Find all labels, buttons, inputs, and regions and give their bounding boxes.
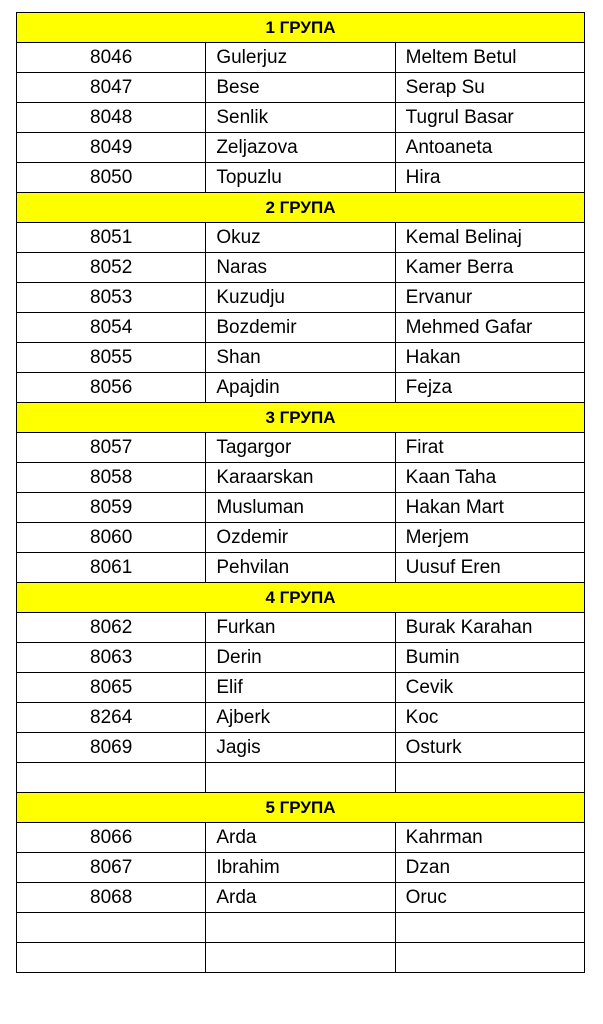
group-header-row xyxy=(17,193,585,223)
table-row xyxy=(17,883,585,913)
surname-cell: Arda xyxy=(206,823,395,853)
table-row xyxy=(17,523,585,553)
student-id-cell: 8054 xyxy=(17,313,206,343)
table-row xyxy=(17,553,585,583)
given-name-cell: Firat xyxy=(395,433,584,463)
given-name-cell: Hakan xyxy=(395,343,584,373)
student-id-cell: 8062 xyxy=(17,613,206,643)
student-id-cell: 8052 xyxy=(17,253,206,283)
group-header-row xyxy=(17,583,585,613)
group-roster-sheet xyxy=(16,12,585,973)
given-name-cell: Koc xyxy=(395,703,584,733)
given-name-cell: Meltem Betul xyxy=(395,43,584,73)
group-title: 1 ГРУПА xyxy=(17,13,585,43)
table-row xyxy=(17,433,585,463)
student-id-cell: 8049 xyxy=(17,133,206,163)
table-row xyxy=(17,103,585,133)
group-header-row xyxy=(17,793,585,823)
table-row xyxy=(17,853,585,883)
given-name-cell: Hakan Mart xyxy=(395,493,584,523)
given-name-cell: Kaan Taha xyxy=(395,463,584,493)
table-row xyxy=(17,823,585,853)
given-name-cell: Cevik xyxy=(395,673,584,703)
table-row xyxy=(17,343,585,373)
surname-cell: Tagargor xyxy=(206,433,395,463)
table-row xyxy=(17,463,585,493)
table-row xyxy=(17,73,585,103)
table-row xyxy=(17,223,585,253)
group-header-row xyxy=(17,403,585,433)
empty-cell xyxy=(17,943,206,973)
table-row xyxy=(17,733,585,763)
given-name-cell: Ervanur xyxy=(395,283,584,313)
given-name-cell: Kamer Berra xyxy=(395,253,584,283)
table-row xyxy=(17,493,585,523)
table-row xyxy=(17,613,585,643)
empty-row xyxy=(17,943,585,973)
surname-cell: Derin xyxy=(206,643,395,673)
surname-cell: Naras xyxy=(206,253,395,283)
group-title: 4 ГРУПА xyxy=(17,583,585,613)
table-row xyxy=(17,313,585,343)
empty-cell xyxy=(17,913,206,943)
surname-cell: Bozdemir xyxy=(206,313,395,343)
table-row xyxy=(17,373,585,403)
student-id-cell: 8264 xyxy=(17,703,206,733)
group-header-row xyxy=(17,13,585,43)
group-roster-table xyxy=(16,12,585,973)
student-id-cell: 8051 xyxy=(17,223,206,253)
given-name-cell: Osturk xyxy=(395,733,584,763)
empty-cell xyxy=(206,943,395,973)
student-id-cell: 8047 xyxy=(17,73,206,103)
roster-body xyxy=(17,13,585,973)
group-title: 3 ГРУПА xyxy=(17,403,585,433)
table-row xyxy=(17,673,585,703)
table-row xyxy=(17,253,585,283)
surname-cell: Topuzlu xyxy=(206,163,395,193)
given-name-cell: Fejza xyxy=(395,373,584,403)
group-title: 5 ГРУПА xyxy=(17,793,585,823)
student-id-cell: 8068 xyxy=(17,883,206,913)
given-name-cell: Tugrul Basar xyxy=(395,103,584,133)
given-name-cell: Dzan xyxy=(395,853,584,883)
table-row xyxy=(17,643,585,673)
surname-cell: Zeljazova xyxy=(206,133,395,163)
surname-cell: Apajdin xyxy=(206,373,395,403)
surname-cell: Ajberk xyxy=(206,703,395,733)
given-name-cell: Serap Su xyxy=(395,73,584,103)
surname-cell: Jagis xyxy=(206,733,395,763)
surname-cell: Kuzudju xyxy=(206,283,395,313)
surname-cell: Karaarskan xyxy=(206,463,395,493)
student-id-cell: 8053 xyxy=(17,283,206,313)
student-id-cell: 8046 xyxy=(17,43,206,73)
surname-cell: Elif xyxy=(206,673,395,703)
empty-row xyxy=(17,763,585,793)
given-name-cell: Kahrman xyxy=(395,823,584,853)
student-id-cell: 8067 xyxy=(17,853,206,883)
surname-cell: Arda xyxy=(206,883,395,913)
empty-cell xyxy=(395,943,584,973)
empty-cell xyxy=(206,763,395,793)
surname-cell: Gulerjuz xyxy=(206,43,395,73)
surname-cell: Bese xyxy=(206,73,395,103)
student-id-cell: 8063 xyxy=(17,643,206,673)
student-id-cell: 8060 xyxy=(17,523,206,553)
student-id-cell: 8061 xyxy=(17,553,206,583)
given-name-cell: Bumin xyxy=(395,643,584,673)
given-name-cell: Kemal Belinaj xyxy=(395,223,584,253)
empty-cell xyxy=(17,763,206,793)
student-id-cell: 8048 xyxy=(17,103,206,133)
table-row xyxy=(17,703,585,733)
surname-cell: Ibrahim xyxy=(206,853,395,883)
empty-row xyxy=(17,913,585,943)
empty-cell xyxy=(395,913,584,943)
table-row xyxy=(17,283,585,313)
student-id-cell: 8055 xyxy=(17,343,206,373)
surname-cell: Senlik xyxy=(206,103,395,133)
surname-cell: Shan xyxy=(206,343,395,373)
given-name-cell: Antoaneta xyxy=(395,133,584,163)
student-id-cell: 8056 xyxy=(17,373,206,403)
surname-cell: Ozdemir xyxy=(206,523,395,553)
given-name-cell: Burak Karahan xyxy=(395,613,584,643)
given-name-cell: Hira xyxy=(395,163,584,193)
student-id-cell: 8058 xyxy=(17,463,206,493)
student-id-cell: 8065 xyxy=(17,673,206,703)
student-id-cell: 8057 xyxy=(17,433,206,463)
student-id-cell: 8066 xyxy=(17,823,206,853)
empty-cell xyxy=(395,763,584,793)
given-name-cell: Oruc xyxy=(395,883,584,913)
given-name-cell: Uusuf Eren xyxy=(395,553,584,583)
student-id-cell: 8059 xyxy=(17,493,206,523)
surname-cell: Okuz xyxy=(206,223,395,253)
surname-cell: Pehvilan xyxy=(206,553,395,583)
empty-cell xyxy=(206,913,395,943)
table-row xyxy=(17,133,585,163)
surname-cell: Musluman xyxy=(206,493,395,523)
table-row xyxy=(17,43,585,73)
table-row xyxy=(17,163,585,193)
surname-cell: Furkan xyxy=(206,613,395,643)
student-id-cell: 8050 xyxy=(17,163,206,193)
given-name-cell: Mehmed Gafar xyxy=(395,313,584,343)
group-title: 2 ГРУПА xyxy=(17,193,585,223)
given-name-cell: Merjem xyxy=(395,523,584,553)
student-id-cell: 8069 xyxy=(17,733,206,763)
